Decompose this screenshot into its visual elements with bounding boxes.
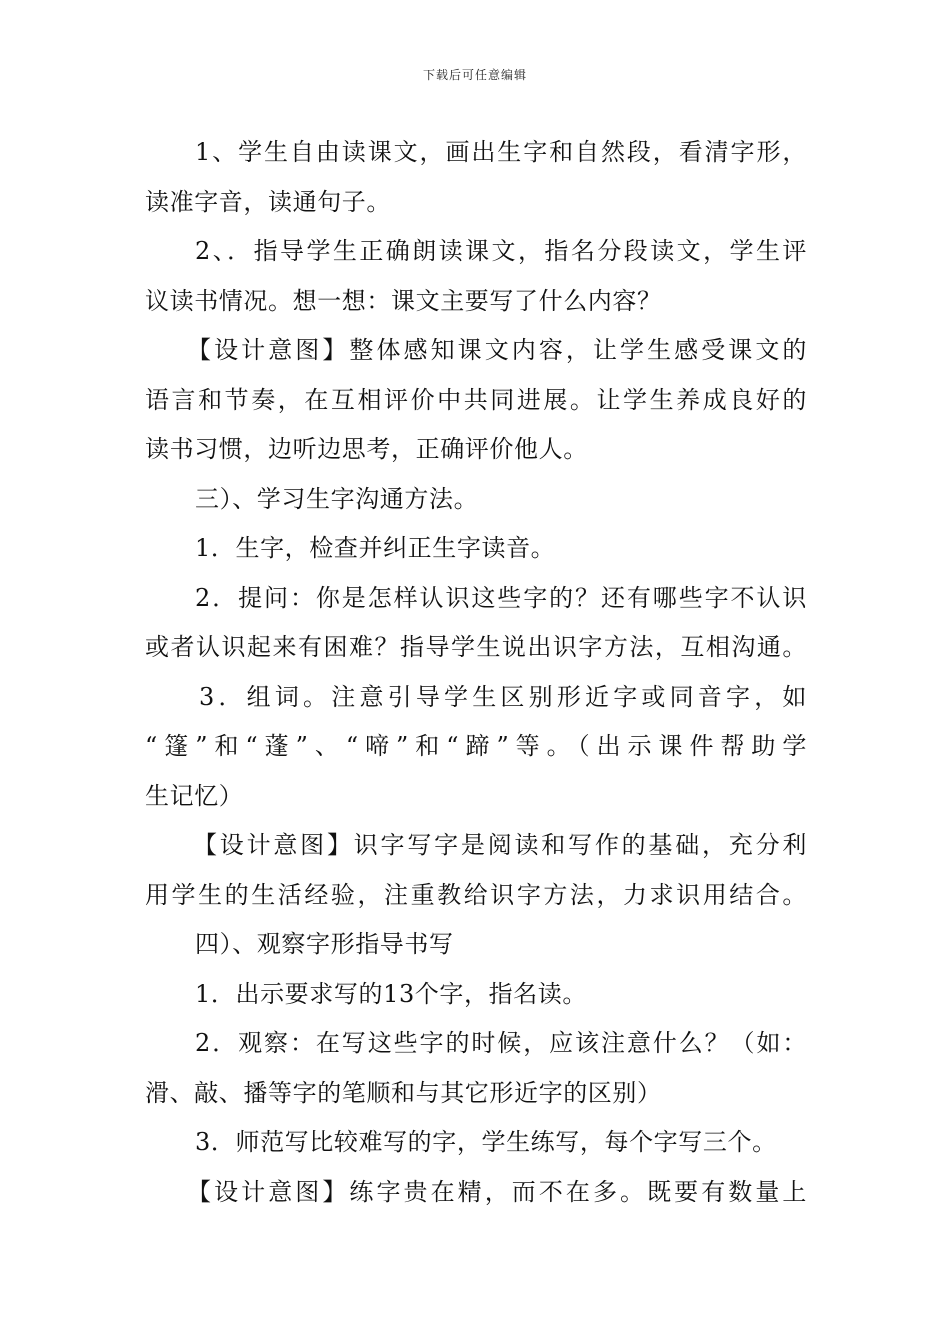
text-line: 读书习惯，边听边思考，正确评价他人。 — [145, 435, 588, 463]
text-line: 四）、观察字形指导书写 — [195, 930, 454, 958]
text-line: 2、．指导学生正确朗读课文，指名分段读文，学生评 — [195, 237, 807, 265]
text-line: 【设计意图】整体感知课文内容，让学生感受课文的 — [187, 336, 807, 364]
text-line: 滑、敲、播等字的笔顺和与其它形近字的区别） — [145, 1078, 662, 1107]
document-body — [145, 128, 807, 1217]
text-line: 读准字音，读通句子。 — [145, 187, 391, 216]
text-line: 1．出示要求写的13个字，指名读。 — [195, 979, 588, 1008]
text-line: 3．组词。注意引导学生区别形近字或同音字，如 — [199, 682, 807, 711]
text-line: “篷”和“蓬”、“啼”和“蹄”等。（出示课件帮助学 — [145, 732, 807, 760]
text-line: 【设计意图】练字贵在精，而不在多。既要有数量上 — [187, 1177, 807, 1206]
text-line: 生记忆） — [145, 781, 244, 810]
text-line: 语言和节奏，在互相评价中共同进展。让学生养成良好的 — [145, 385, 807, 414]
text-line: 3．师范写比较难写的字，学生练写，每个字写三个。 — [195, 1128, 777, 1156]
text-line: 【设计意图】识字写字是阅读和写作的基础，充分利 — [193, 831, 807, 859]
text-line: 用学生的生活经验，注重教给识字方法，力求识用结合。 — [145, 880, 807, 909]
text-line: 议读书情况。想一想：课文主要写了什么内容？ — [145, 286, 662, 315]
text-line: 1、学生自由读课文，画出生字和自然段，看清字形， — [195, 138, 807, 166]
text-line: 2．观察：在写这些字的时候，应该注意什么？（如： — [195, 1029, 807, 1057]
text-line: 2．提问：你是怎样认识这些字的？还有哪些字不认识 — [195, 583, 807, 612]
page-header: 下载后可任意编辑 — [422, 68, 527, 82]
text-line: 1．生字，检查并纠正生字读音。 — [195, 534, 556, 562]
text-line: 或者认识起来有困难？指导学生说出识字方法，互相沟通。 — [145, 633, 807, 661]
text-line: 三）、学习生字沟通方法。 — [195, 484, 479, 513]
